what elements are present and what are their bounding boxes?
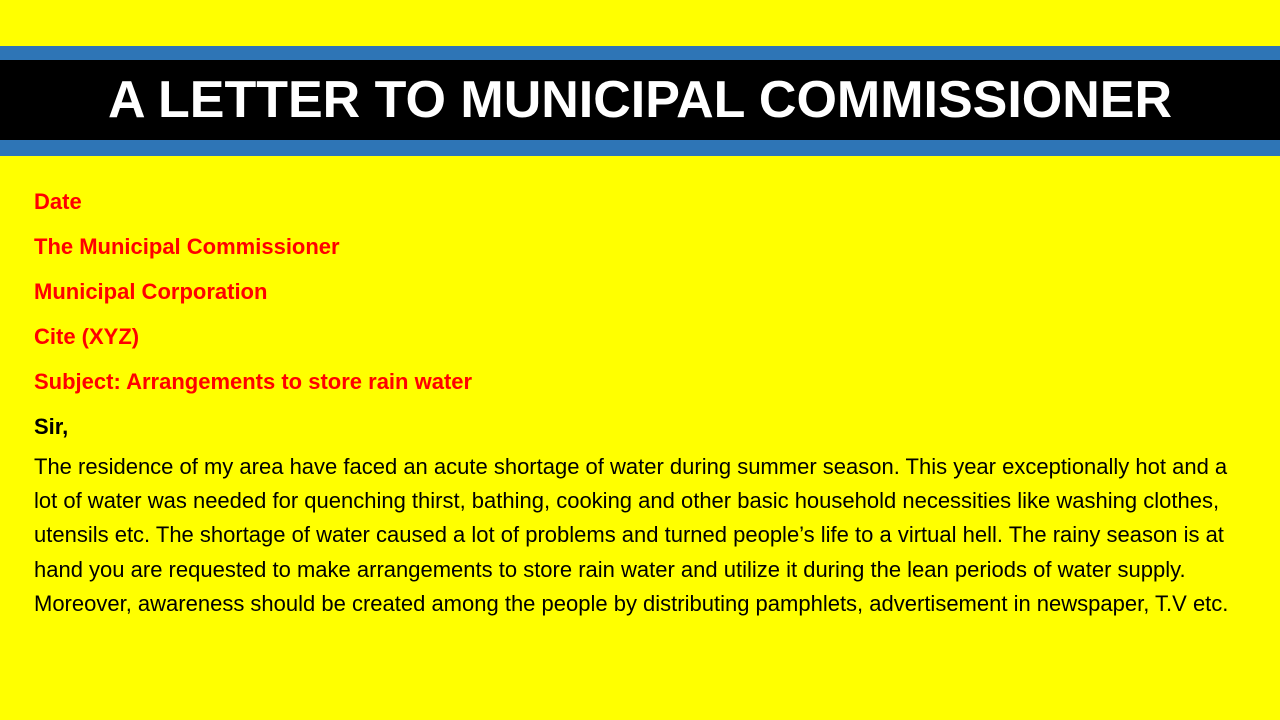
letter-city: Cite (XYZ) (34, 324, 140, 349)
letter-organization: Municipal Corporation (34, 279, 268, 304)
letter-subject: Subject: Arrangements to store rain water (34, 369, 473, 394)
page-title: A LETTER TO MUNICIPAL COMMISSIONER (107, 71, 1173, 129)
letter-date: Date (34, 189, 82, 214)
letter-body: The residence of my area have faced an acute shortage of water during summer season. This year exceptionally hot and a lot of water was needed for quenching thirst, bathing, cooking and other basic household necessities like washing clothes, utensils etc. The shortage of water caused a lot of problems and turned people’s life to a virtual hell. The rainy season is at hand you are requested to make arrangements to store rain water and utilize it during the lean periods of water supply. Moreover, awareness should be created among the people by distributing pamphlets, advertisement in newspaper, T.V etc. (34, 454, 1229, 616)
title-bar (0, 60, 1280, 140)
letter-salutation: Sir, (34, 414, 69, 439)
letter-recipient: The Municipal Commissioner (34, 234, 340, 259)
letter-content (34, 186, 1246, 621)
